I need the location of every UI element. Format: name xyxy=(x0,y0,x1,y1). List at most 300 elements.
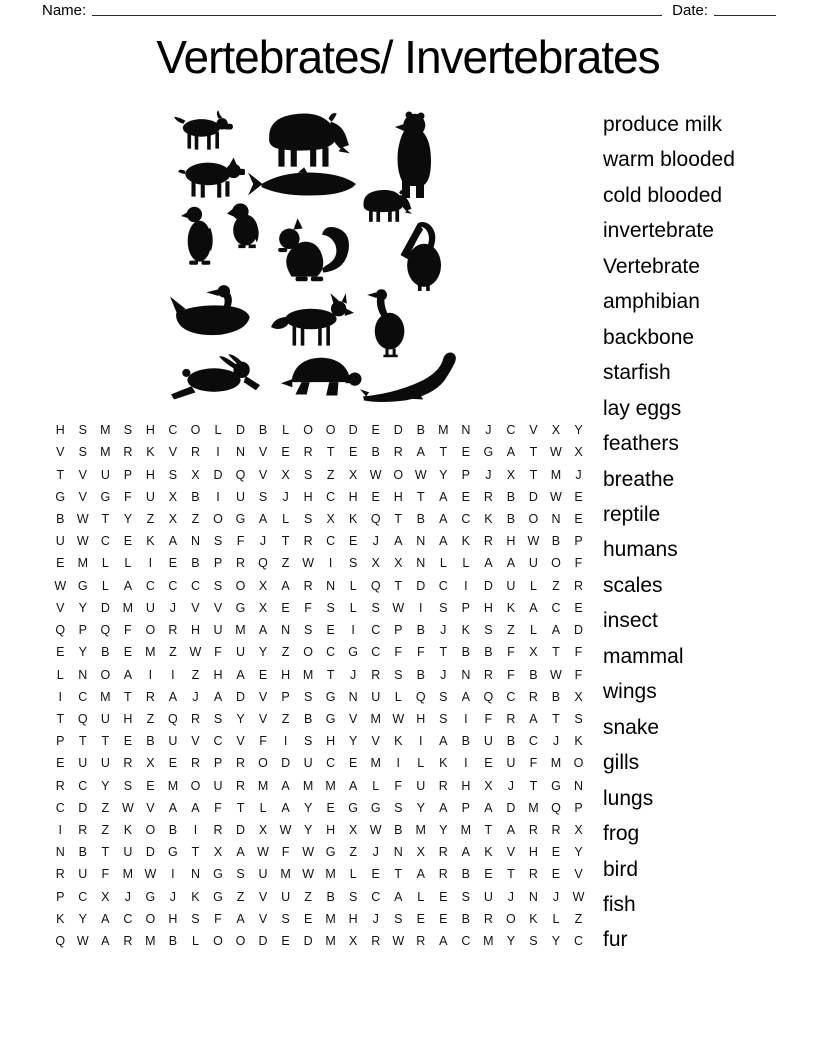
grid-letter: Z xyxy=(169,645,177,660)
word-list-item: fur xyxy=(603,928,628,952)
grid-letter: J xyxy=(552,734,560,749)
grid-letter: F xyxy=(124,489,132,504)
grid-letter: R xyxy=(190,445,200,460)
grid-letter: K xyxy=(574,734,583,749)
grid-letter: Q xyxy=(483,689,494,704)
grid-letter: G xyxy=(55,489,66,504)
grid-letter: J xyxy=(372,845,379,860)
grid-letter: U xyxy=(528,556,538,571)
grid-letter: J xyxy=(372,534,379,549)
grid-letter: L xyxy=(394,689,402,704)
grid-letter: L xyxy=(259,800,267,815)
grid-letter: H xyxy=(168,911,178,926)
grid-letter: Y xyxy=(551,934,561,949)
grid-letter: K xyxy=(461,534,470,549)
grid-letter: F xyxy=(394,645,403,660)
grid-letter: T xyxy=(394,867,403,882)
grid-letter: A xyxy=(484,556,493,571)
grid-letter: X xyxy=(168,511,178,526)
grid-letter: T xyxy=(124,689,132,704)
grid-letter: G xyxy=(77,578,88,593)
grid-letter: U xyxy=(168,734,178,749)
grid-letter: U xyxy=(55,534,65,549)
grid-letter: L xyxy=(349,578,357,593)
grid-letter: X xyxy=(349,467,358,482)
grid-letter: I xyxy=(464,756,468,771)
grid-letter: K xyxy=(506,600,516,615)
grid-letter: J xyxy=(485,467,492,482)
grid-letter: E xyxy=(146,778,155,793)
grid-letter: B xyxy=(506,489,516,504)
grid-letter: V xyxy=(78,489,87,504)
grid-letter: V xyxy=(258,711,268,726)
grid-letter: O xyxy=(551,556,561,571)
grid-letter: G xyxy=(168,845,178,860)
word-list-item: mammal xyxy=(603,644,684,668)
grid-letter: M xyxy=(145,934,156,949)
grid-letter: W xyxy=(54,578,67,593)
grid-letter: F xyxy=(507,667,515,682)
grid-letter: E xyxy=(416,911,425,926)
grid-letter: F xyxy=(394,778,403,793)
grid-letter: Y xyxy=(101,778,110,793)
grid-letter: J xyxy=(372,911,379,926)
grid-letter: B xyxy=(461,911,470,926)
grid-letter: A xyxy=(101,911,110,926)
date-blank-line xyxy=(714,14,776,16)
grid-letter: F xyxy=(416,645,425,660)
grid-letter: R xyxy=(528,823,538,838)
grid-letter: O xyxy=(190,423,201,438)
grid-letter: E xyxy=(281,934,290,949)
grid-letter: B xyxy=(78,845,87,860)
grid-letter: A xyxy=(258,511,268,526)
grid-letter: R xyxy=(371,934,381,949)
grid-letter: O xyxy=(573,756,584,771)
grid-letter: F xyxy=(236,534,245,549)
grid-letter: I xyxy=(193,823,198,838)
grid-letter: X xyxy=(574,823,583,838)
grid-letter: N xyxy=(55,845,65,860)
grid-letter: C xyxy=(326,756,336,771)
grid-letter: O xyxy=(235,578,246,593)
grid-letter: R xyxy=(438,845,448,860)
grid-letter: W xyxy=(302,556,315,571)
grid-letter: T xyxy=(439,445,448,460)
grid-letter: X xyxy=(416,845,425,860)
grid-letter: U xyxy=(281,889,291,904)
grid-letter: T xyxy=(529,445,538,460)
grid-letter: S xyxy=(326,600,335,615)
grid-letter: R xyxy=(303,578,313,593)
grid-letter: I xyxy=(328,556,333,571)
worksheet-header xyxy=(42,2,776,21)
grid-letter: J xyxy=(350,667,357,682)
grid-letter: S xyxy=(394,800,403,815)
grid-letter: E xyxy=(326,800,335,815)
grid-letter: I xyxy=(171,867,175,882)
grid-letter: B xyxy=(506,734,516,749)
grid-letter: G xyxy=(325,711,336,726)
grid-letter: S xyxy=(258,489,268,504)
grid-letter: H xyxy=(213,667,223,682)
cow-icon xyxy=(173,106,235,154)
word-list-item: wings xyxy=(603,680,657,704)
grid-letter: X xyxy=(349,823,358,838)
grid-letter: D xyxy=(393,423,403,438)
word-list-item: produce milk xyxy=(603,113,723,136)
grid-letter: J xyxy=(124,889,131,904)
grid-letter: D xyxy=(100,600,110,615)
grid-letter: L xyxy=(529,578,537,593)
grid-letter: T xyxy=(326,667,335,682)
grid-letter: S xyxy=(303,467,313,482)
grid-letter: W xyxy=(302,845,315,860)
grid-letter: A xyxy=(394,889,403,904)
grid-letter: A xyxy=(551,623,561,638)
grid-letter: A xyxy=(461,689,470,704)
grid-letter: A xyxy=(529,711,538,726)
grid-letter: E xyxy=(371,489,380,504)
grid-letter: E xyxy=(303,911,313,926)
grid-letter: F xyxy=(124,623,132,638)
grid-letter: J xyxy=(440,667,447,682)
grid-letter: M xyxy=(302,778,314,793)
grid-letter: R xyxy=(303,445,313,460)
grid-letter: T xyxy=(394,578,403,593)
grid-letter: S xyxy=(394,911,403,926)
grid-letter: N xyxy=(416,556,426,571)
grid-letter: L xyxy=(529,623,537,638)
grid-letter: D xyxy=(416,578,426,593)
grid-letter: X xyxy=(258,823,268,838)
grid-letter: K xyxy=(529,911,538,926)
grid-letter: H xyxy=(303,489,313,504)
grid-letter: M xyxy=(235,623,246,638)
grid-letter: C xyxy=(100,534,110,549)
grid-letter: H xyxy=(393,489,403,504)
grid-letter: B xyxy=(101,645,110,660)
word-list-item: invertebrate xyxy=(603,219,714,243)
grid-letter: P xyxy=(461,467,470,482)
grid-letter: X xyxy=(506,467,516,482)
grid-letter: M xyxy=(145,645,156,660)
grid-letter: V xyxy=(258,467,268,482)
grid-letter: J xyxy=(169,889,177,904)
grid-letter: C xyxy=(55,800,65,815)
grid-letter: N xyxy=(416,534,426,549)
grid-letter: M xyxy=(302,667,314,682)
grid-letter: C xyxy=(190,578,200,593)
grid-letter: E xyxy=(281,445,290,460)
grid-letter: R xyxy=(483,911,493,926)
grid-letter: M xyxy=(438,423,449,438)
grid-letter: W xyxy=(189,645,202,660)
grid-letter: B xyxy=(56,511,65,526)
grid-letter: I xyxy=(148,667,153,682)
grid-letter: M xyxy=(460,823,472,838)
grid-letter: B xyxy=(551,689,561,704)
word-list-item: breathe xyxy=(603,467,675,491)
turtle-icon xyxy=(280,350,362,400)
grid-letter: W xyxy=(550,489,562,504)
grid-letter: C xyxy=(145,578,155,593)
grid-letter: E xyxy=(461,489,470,504)
duck-icon xyxy=(170,283,258,341)
grid-letter: G xyxy=(325,845,336,860)
grid-letter: A xyxy=(123,578,133,593)
grid-letter: L xyxy=(552,911,560,926)
grid-letter: B xyxy=(416,667,425,682)
grid-letter: Y xyxy=(303,800,313,815)
grid-letter: W xyxy=(527,534,540,549)
grid-letter: P xyxy=(461,600,470,615)
grid-letter: K xyxy=(146,445,155,460)
grid-letter: G xyxy=(235,511,246,526)
grid-letter: U xyxy=(78,756,88,771)
grid-letter: S xyxy=(439,711,448,726)
grid-letter: E xyxy=(461,445,470,460)
grid-letter: E xyxy=(551,867,561,882)
grid-letter: V xyxy=(191,600,200,615)
grid-letter: U xyxy=(506,578,516,593)
grid-letter: F xyxy=(507,645,515,660)
grid-letter: A xyxy=(281,800,290,815)
grid-letter: F xyxy=(101,867,110,882)
grid-letter: Z xyxy=(574,911,583,926)
grid-letter: C xyxy=(371,623,381,638)
grid-letter: A xyxy=(258,623,268,638)
grid-letter: J xyxy=(169,600,177,615)
grid-letter: C xyxy=(78,778,88,793)
grid-letter: T xyxy=(236,800,245,815)
grid-letter: Y xyxy=(574,423,583,438)
grid-letter: I xyxy=(58,823,62,838)
grid-letter: E xyxy=(123,645,133,660)
grid-letter: N xyxy=(573,778,583,793)
grid-letter: P xyxy=(123,467,133,482)
grid-letter: A xyxy=(439,489,448,504)
grid-letter: D xyxy=(528,489,538,504)
grid-letter: Q xyxy=(55,934,66,949)
grid-letter: E xyxy=(371,867,380,882)
grid-letter: U xyxy=(213,623,223,638)
grid-letter: G xyxy=(213,889,223,904)
grid-letter: R xyxy=(55,778,65,793)
grid-letter: K xyxy=(439,756,448,771)
grid-letter: H xyxy=(528,845,538,860)
grid-letter: M xyxy=(100,445,111,460)
grid-letter: Q xyxy=(370,578,381,593)
grid-letter: Q xyxy=(77,711,88,726)
grid-letter: R xyxy=(483,534,493,549)
grid-letter: B xyxy=(371,445,380,460)
grid-letter: K xyxy=(484,511,493,526)
grid-letter: G xyxy=(235,600,246,615)
grid-letter: O xyxy=(213,511,223,526)
grid-letter: J xyxy=(192,689,199,704)
grid-letter: G xyxy=(348,645,359,660)
grid-letter: F xyxy=(259,734,267,749)
grid-letter: H xyxy=(190,623,200,638)
grid-letter: D xyxy=(281,756,291,771)
word-list-item: reptile xyxy=(603,502,661,526)
grid-letter: N xyxy=(461,423,471,438)
grid-letter: U xyxy=(100,711,110,726)
grid-letter: A xyxy=(281,578,290,593)
grid-letter: R xyxy=(573,578,583,593)
grid-letter: B xyxy=(326,889,335,904)
grid-letter: E xyxy=(281,600,290,615)
grid-letter: D xyxy=(236,823,246,838)
grid-letter: I xyxy=(351,623,355,638)
grid-letter: A xyxy=(123,667,133,682)
grid-letter: Q xyxy=(168,711,178,726)
grid-letter: I xyxy=(148,556,153,571)
grid-letter: V xyxy=(258,445,268,460)
grid-letter: X xyxy=(258,600,268,615)
grid-letter: E xyxy=(349,534,358,549)
grid-letter: C xyxy=(326,645,336,660)
grid-letter: W xyxy=(369,467,382,482)
grid-letter: I xyxy=(419,734,423,749)
grid-letter: H xyxy=(123,711,133,726)
grid-letter: J xyxy=(282,489,289,504)
grid-letter: B xyxy=(461,645,470,660)
grid-letter: R xyxy=(168,623,178,638)
grid-letter: C xyxy=(573,934,583,949)
grid-letter: P xyxy=(394,623,403,638)
grid-letter: X xyxy=(574,689,583,704)
grid-letter: R xyxy=(438,867,448,882)
word-list xyxy=(603,107,813,958)
grid-letter: N xyxy=(528,889,538,904)
grid-letter: W xyxy=(572,889,585,904)
grid-letter: U xyxy=(483,734,493,749)
grid-letter: O xyxy=(258,756,268,771)
grid-letter: X xyxy=(326,511,335,526)
grid-letter: L xyxy=(191,934,199,949)
grid-letter: A xyxy=(416,867,425,882)
grid-letter: E xyxy=(326,623,335,638)
grid-letter: Y xyxy=(439,823,448,838)
grid-letter: B xyxy=(146,734,155,749)
grid-letter: U xyxy=(258,867,268,882)
grid-letter: B xyxy=(258,423,268,438)
grid-letter: M xyxy=(550,467,562,482)
grid-letter: A xyxy=(168,800,178,815)
grid-letter: Q xyxy=(55,623,66,638)
grid-letter: S xyxy=(574,711,583,726)
date-label: Date: xyxy=(672,2,708,19)
grid-letter: R xyxy=(528,867,538,882)
word-list-item: cold blooded xyxy=(603,183,723,207)
grid-letter: E xyxy=(349,756,358,771)
grid-letter: V xyxy=(258,911,268,926)
grid-letter: K xyxy=(484,845,493,860)
grid-letter: W xyxy=(392,600,405,615)
grid-letter: H xyxy=(145,423,155,438)
grid-letter: M xyxy=(325,934,336,949)
grid-letter: V xyxy=(574,867,583,882)
grid-letter: G xyxy=(213,867,223,882)
grid-letter: D xyxy=(483,578,493,593)
grid-letter: H xyxy=(348,489,358,504)
grid-letter: Z xyxy=(236,889,245,904)
grid-letter: J xyxy=(485,423,492,438)
grid-letter: K xyxy=(461,623,470,638)
grid-letter: E xyxy=(484,867,493,882)
grid-letter: Z xyxy=(191,667,200,682)
word-search-grid xyxy=(49,419,590,952)
grid-letter: H xyxy=(326,734,336,749)
grid-letter: P xyxy=(574,534,583,549)
grid-letter: V xyxy=(529,423,538,438)
grid-letter: G xyxy=(370,800,381,815)
grid-letter: C xyxy=(461,934,471,949)
grid-letter: C xyxy=(371,889,381,904)
grid-letter: D xyxy=(236,689,246,704)
grid-letter: F xyxy=(214,911,222,926)
grid-letter: E xyxy=(123,734,133,749)
grid-letter: B xyxy=(168,823,178,838)
grid-letter: C xyxy=(506,423,516,438)
grid-letter: S xyxy=(303,689,313,704)
grid-letter: R xyxy=(483,489,493,504)
grid-letter: P xyxy=(56,734,65,749)
grid-letter: E xyxy=(123,534,133,549)
grid-letter: S xyxy=(236,867,245,882)
grid-letter: T xyxy=(552,645,560,660)
grid-letter: J xyxy=(552,889,560,904)
grid-letter: C xyxy=(438,578,448,593)
grid-letter: P xyxy=(78,623,87,638)
grid-letter: N xyxy=(281,623,291,638)
grid-letter: M xyxy=(280,867,291,882)
grid-letter: X xyxy=(529,645,538,660)
grid-letter: I xyxy=(216,445,220,460)
grid-letter: Y xyxy=(123,511,133,526)
grid-letter: Z xyxy=(101,800,110,815)
grid-letter: L xyxy=(101,578,109,593)
grid-letter: B xyxy=(461,734,470,749)
grid-letter: A xyxy=(349,778,358,793)
grid-letter: U xyxy=(123,845,133,860)
grid-letter: D xyxy=(348,423,358,438)
grid-letter: Q xyxy=(100,623,111,638)
grid-letter: S xyxy=(439,600,448,615)
pig-icon xyxy=(174,150,248,200)
grid-letter: A xyxy=(236,845,245,860)
grid-letter: S xyxy=(213,534,223,549)
grid-letter: H xyxy=(348,911,358,926)
grid-letter: Y xyxy=(78,911,87,926)
grid-letter: X xyxy=(394,556,403,571)
grid-letter: V xyxy=(236,734,245,749)
grid-letter: D xyxy=(236,423,246,438)
grid-letter: A xyxy=(416,445,425,460)
grid-letter: O xyxy=(145,823,156,838)
word-list-item: lay eggs xyxy=(603,396,682,420)
grid-letter: K xyxy=(56,911,65,926)
grid-letter: L xyxy=(124,556,132,571)
grid-letter: A xyxy=(394,534,403,549)
grid-letter: M xyxy=(550,756,562,771)
grid-letter: K xyxy=(146,534,155,549)
grid-letter: F xyxy=(484,711,493,726)
puffin-icon xyxy=(227,200,263,252)
grid-letter: Z xyxy=(304,889,312,904)
